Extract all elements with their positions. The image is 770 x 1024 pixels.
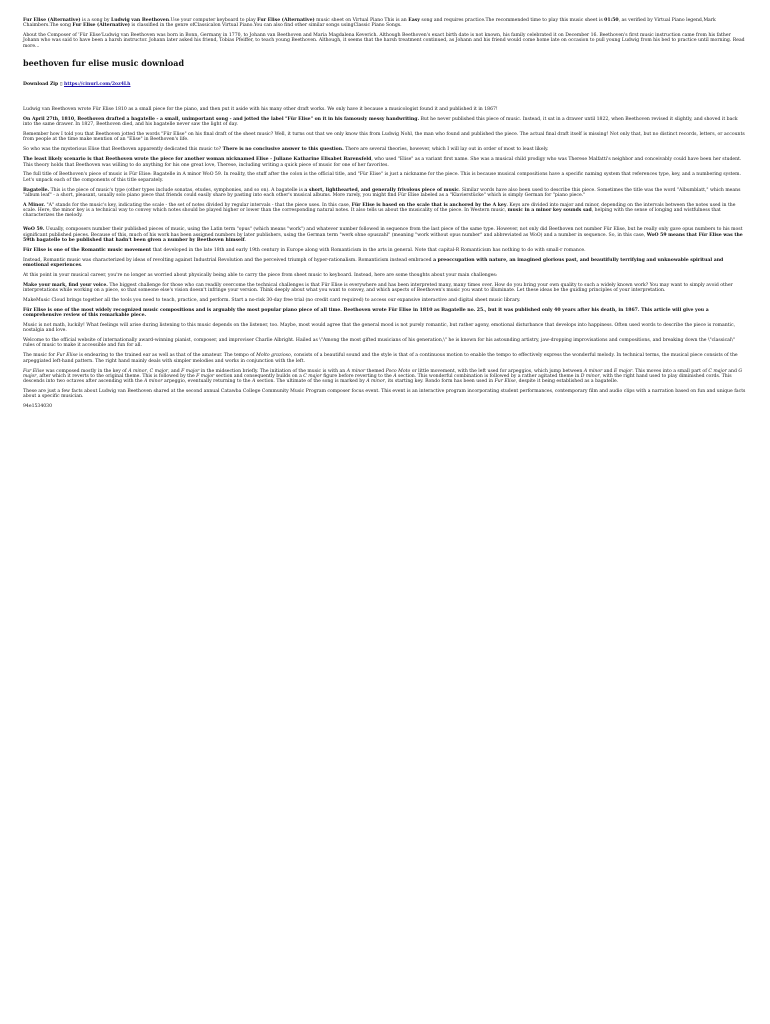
paragraph: A Minor. "A" stands for the music's key, indicating the scale - the set of notes divided by regular intervals - that the piece uses. In this case, Für Elise is based on the scale that is anchored by the A key. Keys are divided into major and minor, depending on the intervals between the notes used in the scale. Here, the minor key is a technical way to convey which notes should be played higher or lower than the corresponding natural notes. It also tells us about the musicality of the piece. In Western music, music in a minor key sounds sad, helping with the sense of longing and wistfulness that characterizes the melody. — [23, 202, 736, 219]
paragraph: The least likely scenario is that Beethoven wrote the piece for another woman nicknamed Elise - Juliane Katharine Elisabet Barensfeld, who used "Elise" as a variant first name. She was a musical child prodigy who was Therese Malfatti's neighbor and conceivably could have been her student. This theory holds that Beethoven was willing to do anything for his one great love, Therese, including writing a quick piece of music for one of her favorites. — [23, 157, 742, 168]
paragraph: Bagatelle. This is the piece of music's type (other types include sonatas, etudes, symphonies, and so on). A bagatelle is a short, lighthearted, and generally frivolous piece of music. Similar words have also been used to describe this piece. Sometimes the title was the word "Albumblatt," which means "album leaf" - a short, pleasant, usually solo piano piece that friends could easily share by pasting into each other's musical albums. More rarely, you might find Für Elise labeled as a "Klavierstücke" which is simply German for "piano piece." — [23, 187, 741, 198]
intro-paragraph: Fur Elise (Alternative) is a song by Ludwig van Beethoven.Use your computer keyboard to play Fur Elise (Alternative) music sheet on Virtual Piano This is an Easy song and requires practice.The recommended time to play this music sheet is 01:50, as verified by Virtual Piano legend,Mark Chaimbers.The song Fur Elise (Alternative) is classified in the genre ofClassicalon Virtual Piano.You can also find other similar songs usingClassic Piano Songs. — [23, 18, 716, 29]
paragraph: Für Elise is one of the most widely recognized music compositions and is arguably the most popular piano piece of all time. Beethoven wrote Für Elise in 1810 as Bagatelle no. 25., but it was published only 40 years after his death, in 1867. This article will give you a comprehensive review of this remarkable piece. — [23, 307, 709, 319]
paragraph: At this point in your musical career, you're no longer as worried about physically being able to carry the piece from sheet music to keyboard. Instead, here are some thoughts about your main challenges: — [23, 272, 498, 278]
paragraph: So who was the mysterious Elise that Beethoven apparently dedicated this music to? There is no conclusive answer to this question. There are several theories, however, which I will lay out in order of most to least likely. — [23, 147, 549, 153]
box-icon: ▯ — [59, 82, 63, 88]
paragraph: On April 27th, 1810, Beethoven drafted a bagatelle - a small, unimportant song - and jotted the label "Für Elise" on it in his famously messy handwriting. But he never published this piece of music. Instead, it sat in a drawer until 1822, when Beethoven revised it slightly, and shoved it back into the same drawer. In 1827, Beethoven died, and his bagatelle never saw the light of day. — [23, 116, 738, 128]
paragraph: Music is not math, luckily! What feelings will arise during listening to this music depends on the listener, too. Maybe, most would agree that the general mood is not purely romantic, but rather agony, emotional disturbance that develops into happiness. Often used words to describe the piece is romantic, nostalgia and love. — [23, 323, 736, 334]
paragraph: Fur Elise was composed mostly in the key of A minor, C major, and F major in the midsection briefly. The initiation of the music is with an A minor themed Poco Moto or little movement, with the left used for arpeggios, which jump between A minor and E major. This moves into a small part of C major and G major, after which it reverts to the original theme. This is followed by the F major section and consequently builds on a C major figure before reverting to the A section. This wonderful combination is followed by a rather agitated theme in D minor, with the right hand used to play diminished cords. This descends into two octaves after ascending with the A minor arpeggio, eventually returning to the A section. The ultimate of the song is marked by A minor, its starting key. Rondo form has been used in Fur Elise, despite it being established as a bagatelle. — [23, 368, 743, 385]
paragraph: Make your mark, find your voice. The biggest challenge for those who can readily overcome the technical challenges is that Für Elise is everywhere and has been interpreted many, many times over. How do you bring your own quality to such a widely known work? You may want to simply avoid other interpretations while working on a piece, so that someone else's vision doesn't infringe your version. Think deeply about what you want to convey, and which aspects of Beethoven's music you want to illuminate. Let these ideas be the guiding principles of your interpretation. — [23, 282, 733, 294]
paragraph: Welcome to the official website of internationally award-winning pianist, composer, and improviser Charlie Albright. Hailed as \"Among the most gifted musicians of his generation,\" he is known for his astounding artistry, jaw-dropping improvisations and compositions, and breaking down the \"classical\" rules of music to make it accessible and fun for all. — [23, 338, 736, 349]
composer-paragraph: About the Composer of 'Für Elise'Ludwig van Beethoven was born in Bonn, Germany in 1770, to Johann van Beethoven and Maria Magdalena Keverich. Although Beethoven's exact birth date is not known, his family celebrated it on December 16. Beethoven's first music instruction came from his father Johann who was said to have been a harsh instructor. Johann later asked his friend, Tobias Pfeiffer, to teach young Beethoven. Although, it seems that the harsh treatment continued, as Johann and his friend would come home late on occasion to pull young Ludwig from his bed to practice until morning. Read more... — [23, 33, 745, 49]
paragraph: These are just a few facts about Ludwig van Beethoven shared at the second annual Catawba College Community Music Program composer focus event. This event is an interactive program incorporating student performances, contemporary film and audio clips with a narration based on fun and unique facts about a specific musician. — [23, 389, 746, 400]
document-page — [23, 18, 748, 414]
paragraph: WoO 59. Usually, composers number their published pieces of music, using the Latin term "opus" (which means "work") and whatever number followed in sequence from the last piece of the same type. However, not only did Beethoven not number Für Elise, but he really only gave opus numbers to his most significant published pieces. Because of this, much of his work has been assigned numbers by later publishers, using the German term "werk ohne opuszahl" (meaning "work without opus number" and abbreviated as WoO) and a number in sequence. So, in this case, WoO 59 means that Für Elise was the 59th bagatelle to be published that hadn't been given a number by Beethoven himself. — [23, 227, 743, 243]
paragraph: Für Elise is one of the Romantic music movement that developed in the late 18th and early 19th century in Europe along with Romanticism in the arts in general. Note that capital-R Romanticism has nothing to do with small-r romance. — [23, 247, 586, 253]
paragraph: Remember how I told you that Beethoven jotted the words "Für Elise" on his final draft of the sheet music? Well, it turns out that we only know this from Ludwig Nohl, the man who found and published the piece. The actual final draft itself is missing! Not only that, but no distinct records, letters, or accounts from people at the time make mention of an "Elise" in Beethoven's life. — [23, 132, 745, 143]
paragraph: The music for Fur Elise is endearing to the trained ear as well as that of the amateur. The tempo of Molto grazioso, consists of a beautiful sound and the style is that of a continuous motion to enable the tempo to effectively express the wonderful melody. In technical terms, the musical piece consists of the arpeggiated left-hand pattern. The right hand mainly deals with simpler melodies and works in conjunction with the left. — [23, 353, 738, 364]
paragraph: Ludwig van Beethoven wrote Für Elise 1810 as a small piece for the piano, and then put it aside with his many other draft works. We only have it because a musicologist found it and published it in 1867! — [23, 107, 498, 113]
paragraph: Instead, Romantic music was characterized by ideas of revolting against Industrial Revolution and the perceived triumph of hyper-rationalism. Romanticism instead embraced a preoccupation with nature, an imagined glorious past, and beautifully terrifying and unknowable spiritual and emotional experiences. — [23, 257, 724, 268]
paragraph: MakeMusic Cloud brings together all the tools you need to teach, practice, and perform. Start a no-risk 30-day free trial (no credit card required) to access our expansive interactive and digital sheet music library. — [23, 297, 521, 303]
paragraph: The full title of Beethoven's piece of music is Für Elise: Bagatelle in A minor WoO 59. In reality, the stuff after the colon is the official title, and "Für Elise" is just a nickname for the piece. This is because musical compositions have a specific naming system that references type, key, and a numbering system. Let's unpack each of the components of this title separately. — [23, 172, 741, 183]
footer-code: 94e1534030 — [23, 404, 53, 410]
page-heading: beethoven fur elise music download — [23, 58, 185, 69]
download-link[interactable]: https://cinurl.com/2oz4Lh — [64, 82, 131, 88]
download-line: Download Zip ▯ https://cinurl.com/2oz4Lh — [23, 82, 131, 88]
